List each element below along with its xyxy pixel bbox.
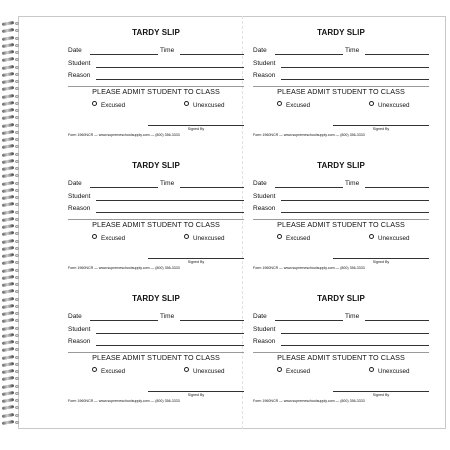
unexcused-label: Unexcused <box>193 235 225 242</box>
time-field-label: Time <box>345 313 360 320</box>
spiral-coil <box>0 240 20 243</box>
admit-statement: PLEASE ADMIT STUDENT TO CLASS <box>277 353 405 362</box>
student-field[interactable] <box>96 333 244 334</box>
spiral-coil <box>0 254 20 257</box>
spiral-coil <box>0 203 20 206</box>
tardy-slip-middle-right <box>253 150 429 278</box>
excused-checkbox-icon[interactable] <box>277 367 282 372</box>
time-field[interactable] <box>180 54 244 55</box>
spiral-coil <box>0 348 20 351</box>
reason-field-label: Reason <box>68 205 91 212</box>
date-field-label: Date <box>253 313 267 320</box>
spiral-coil <box>0 283 20 286</box>
excused-label: Excused <box>101 102 126 109</box>
spiral-coil <box>0 109 20 112</box>
spiral-coil <box>0 102 20 105</box>
student-field-label: Student <box>253 193 276 200</box>
spiral-coil <box>0 131 20 134</box>
spiral-coil <box>0 95 20 98</box>
admit-statement: PLEASE ADMIT STUDENT TO CLASS <box>92 353 220 362</box>
slip-title: TARDY SLIP <box>317 161 365 170</box>
student-field[interactable] <box>281 200 429 201</box>
time-field[interactable] <box>365 187 429 188</box>
reason-field-label: Reason <box>68 338 91 345</box>
reason-field[interactable] <box>281 79 429 80</box>
unexcused-label: Unexcused <box>378 368 410 375</box>
time-field-label: Time <box>160 313 175 320</box>
spiral-coil <box>0 80 20 83</box>
spiral-coil <box>0 138 20 141</box>
signed-by-label: Signed By <box>187 127 205 131</box>
spiral-coil <box>0 44 20 47</box>
excused-checkbox-icon[interactable] <box>92 367 97 372</box>
date-field[interactable] <box>275 54 343 55</box>
spiral-coil <box>0 124 20 127</box>
signed-by-label: Signed By <box>372 393 390 397</box>
unexcused-checkbox-icon[interactable] <box>369 101 374 106</box>
student-field-label: Student <box>68 193 91 200</box>
unexcused-checkbox-icon[interactable] <box>369 367 374 372</box>
spiral-coil <box>0 232 20 235</box>
spiral-coil <box>0 370 20 373</box>
time-field[interactable] <box>365 54 429 55</box>
spiral-coil <box>0 153 20 156</box>
reason-field[interactable] <box>96 212 244 213</box>
spiral-coil <box>0 196 20 199</box>
unexcused-checkbox-icon[interactable] <box>184 234 189 239</box>
time-field-label: Time <box>160 180 175 187</box>
spiral-coil <box>0 73 20 76</box>
tardy-slip-top-left <box>68 17 244 145</box>
slip-title: TARDY SLIP <box>132 161 180 170</box>
excused-checkbox-icon[interactable] <box>277 234 282 239</box>
spiral-coil <box>0 116 20 119</box>
signature-field[interactable] <box>333 258 429 259</box>
unexcused-checkbox-icon[interactable] <box>184 367 189 372</box>
time-field-label: Time <box>345 180 360 187</box>
reason-field-label: Reason <box>253 338 276 345</box>
unexcused-checkbox-icon[interactable] <box>184 101 189 106</box>
student-field[interactable] <box>96 67 244 68</box>
admit-statement: PLEASE ADMIT STUDENT TO CLASS <box>277 220 405 229</box>
spiral-coil <box>0 189 20 192</box>
admit-statement: PLEASE ADMIT STUDENT TO CLASS <box>92 87 220 96</box>
date-field-label: Date <box>68 313 82 320</box>
signed-by-label: Signed By <box>187 393 205 397</box>
excused-label: Excused <box>286 102 311 109</box>
form-footer: Form 1960NCR — www.supremeschoolsupply.com — (800) 356-3333 <box>253 399 365 403</box>
signed-by-label: Signed By <box>187 260 205 264</box>
time-field[interactable] <box>180 187 244 188</box>
excused-checkbox-icon[interactable] <box>92 234 97 239</box>
tardy-slip-bottom-left <box>68 283 244 411</box>
date-field[interactable] <box>90 187 158 188</box>
unexcused-label: Unexcused <box>193 368 225 375</box>
unexcused-checkbox-icon[interactable] <box>369 234 374 239</box>
date-field-label: Date <box>68 180 82 187</box>
date-field-label: Date <box>68 47 82 54</box>
date-field-label: Date <box>253 47 267 54</box>
spiral-coil <box>0 298 20 301</box>
excused-option[interactable] <box>277 234 310 243</box>
date-field[interactable] <box>90 320 158 321</box>
spiral-coil <box>0 421 20 424</box>
excused-option[interactable] <box>92 234 125 243</box>
spiral-coil <box>0 247 20 250</box>
spiral-coil <box>0 276 20 279</box>
spiral-coil <box>0 399 20 402</box>
spiral-coil <box>0 341 20 344</box>
student-field[interactable] <box>281 333 429 334</box>
time-field-label: Time <box>345 47 360 54</box>
spiral-coil <box>0 377 20 380</box>
spiral-coil <box>0 160 20 163</box>
excused-option[interactable] <box>92 367 125 376</box>
spiral-coil <box>0 218 20 221</box>
student-field[interactable] <box>281 67 429 68</box>
spiral-coil <box>0 37 20 40</box>
signature-field[interactable] <box>148 125 244 126</box>
signed-by-label: Signed By <box>372 127 390 131</box>
spiral-coil <box>0 87 20 90</box>
spiral-coil <box>0 58 20 61</box>
spiral-coil <box>0 174 20 177</box>
unexcused-option[interactable] <box>369 101 410 110</box>
form-footer: Form 1960NCR — www.supremeschoolsupply.com — (800) 356-3333 <box>68 266 180 270</box>
reason-field[interactable] <box>281 212 429 213</box>
form-footer: Form 1960NCR — www.supremeschoolsupply.com — (800) 356-3333 <box>68 399 180 403</box>
signature-field[interactable] <box>148 258 244 259</box>
unexcused-option[interactable] <box>184 234 225 243</box>
reason-field-label: Reason <box>68 72 91 79</box>
form-footer: Form 1960NCR — www.supremeschoolsupply.com — (800) 356-3333 <box>253 266 365 270</box>
spiral-coil <box>0 312 20 315</box>
time-field[interactable] <box>365 320 429 321</box>
slip-title: TARDY SLIP <box>132 294 180 303</box>
spiral-coil <box>0 29 20 32</box>
spiral-coil <box>0 392 20 395</box>
date-field[interactable] <box>275 187 343 188</box>
excused-option[interactable] <box>277 101 310 110</box>
slip-title: TARDY SLIP <box>132 28 180 37</box>
form-footer: Form 1960NCR — www.supremeschoolsupply.com — (800) 356-3333 <box>68 133 180 137</box>
date-field-label: Date <box>253 180 267 187</box>
reason-field[interactable] <box>96 345 244 346</box>
spiral-coil <box>0 414 20 417</box>
tardy-slip-middle-left <box>68 150 244 278</box>
excused-option[interactable] <box>277 367 310 376</box>
spiral-coil <box>0 261 20 264</box>
spiral-coil <box>0 334 20 337</box>
spiral-binding <box>0 22 22 424</box>
tardy-slip-top-right <box>253 17 429 145</box>
unexcused-option[interactable] <box>369 367 410 376</box>
spiral-coil <box>0 363 20 366</box>
spiral-coil <box>0 225 20 228</box>
excused-option[interactable] <box>92 101 125 110</box>
excused-checkbox-icon[interactable] <box>92 101 97 106</box>
unexcused-option[interactable] <box>369 234 410 243</box>
slip-title: TARDY SLIP <box>317 294 365 303</box>
time-field[interactable] <box>180 320 244 321</box>
student-field-label: Student <box>68 60 91 67</box>
signature-field[interactable] <box>333 391 429 392</box>
tardy-slip-bottom-right <box>253 283 429 411</box>
date-field[interactable] <box>275 320 343 321</box>
excused-checkbox-icon[interactable] <box>277 101 282 106</box>
spiral-coil <box>0 385 20 388</box>
spiral-coil <box>0 319 20 322</box>
admit-statement: PLEASE ADMIT STUDENT TO CLASS <box>92 220 220 229</box>
excused-label: Excused <box>101 235 126 242</box>
admit-statement: PLEASE ADMIT STUDENT TO CLASS <box>277 87 405 96</box>
spiral-coil <box>0 66 20 69</box>
spiral-coil <box>0 406 20 409</box>
student-field-label: Student <box>253 326 276 333</box>
slip-title: TARDY SLIP <box>317 28 365 37</box>
spiral-coil <box>0 327 20 330</box>
excused-label: Excused <box>101 368 126 375</box>
excused-label: Excused <box>286 235 311 242</box>
unexcused-label: Unexcused <box>378 235 410 242</box>
signature-field[interactable] <box>148 391 244 392</box>
spiral-coil <box>0 269 20 272</box>
spiral-coil <box>0 51 20 54</box>
spiral-coil <box>0 22 20 25</box>
excused-label: Excused <box>286 368 311 375</box>
reason-field[interactable] <box>96 79 244 80</box>
spiral-coil <box>0 305 20 308</box>
time-field-label: Time <box>160 47 175 54</box>
reason-field-label: Reason <box>253 205 276 212</box>
student-field-label: Student <box>68 326 91 333</box>
spiral-coil <box>0 182 20 185</box>
signed-by-label: Signed By <box>372 260 390 264</box>
spiral-coil <box>0 290 20 293</box>
unexcused-label: Unexcused <box>378 102 410 109</box>
spiral-coil <box>0 356 20 359</box>
form-footer: Form 1960NCR — www.supremeschoolsupply.com — (800) 356-3333 <box>253 133 365 137</box>
student-field-label: Student <box>253 60 276 67</box>
unexcused-option[interactable] <box>184 101 225 110</box>
date-field[interactable] <box>90 54 158 55</box>
signature-field[interactable] <box>333 125 429 126</box>
reason-field[interactable] <box>281 345 429 346</box>
unexcused-option[interactable] <box>184 367 225 376</box>
student-field[interactable] <box>96 200 244 201</box>
spiral-coil <box>0 145 20 148</box>
spiral-coil <box>0 167 20 170</box>
unexcused-label: Unexcused <box>193 102 225 109</box>
spiral-coil <box>0 211 20 214</box>
reason-field-label: Reason <box>253 72 276 79</box>
